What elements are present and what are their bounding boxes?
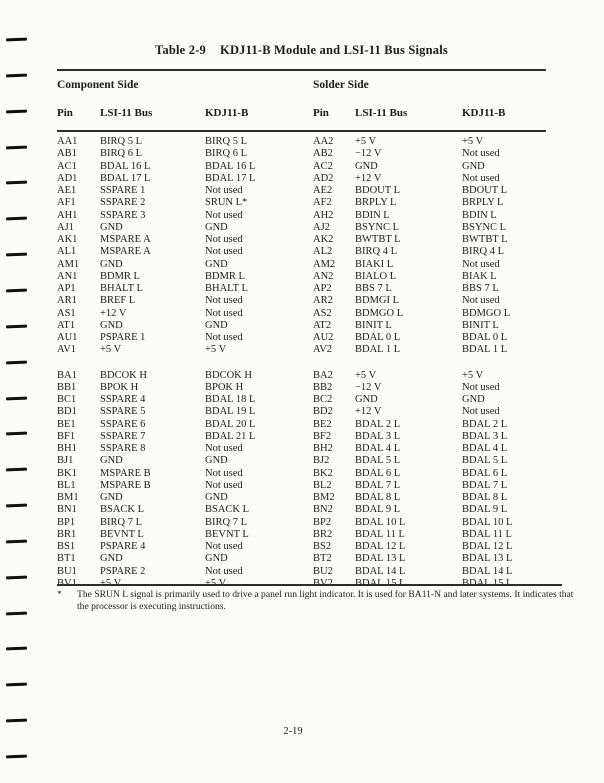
kdj11b-cell: Not used xyxy=(205,234,243,245)
lsi-bus-cell: SSPARE 4 xyxy=(100,394,146,405)
binder-mark xyxy=(6,360,27,364)
binder-mark xyxy=(6,145,27,149)
lsi-bus-cell: PSPARE 1 xyxy=(100,332,146,343)
pin-cell: AN2 xyxy=(313,270,334,282)
pin-cell: BH2 xyxy=(313,443,333,454)
row-group-gap xyxy=(57,357,546,370)
lsi-bus-cell: BDMGO L xyxy=(355,307,404,319)
kdj11b-cell: BDAL 16 L xyxy=(205,160,256,172)
kdj11b-cell: Not used xyxy=(462,406,500,418)
pin-cell: BE1 xyxy=(57,418,76,430)
binder-mark xyxy=(6,38,27,42)
pin-cell: BN2 xyxy=(313,504,333,516)
lsi-bus-cell: BDAL 1 L xyxy=(355,344,401,356)
lsi-bus-cell: BRPLY L xyxy=(355,197,397,209)
binder-mark xyxy=(6,253,27,257)
pin-cell: AP1 xyxy=(57,283,76,294)
pin-cell: BM2 xyxy=(313,492,335,503)
table-row xyxy=(57,468,546,480)
table-caption: KDJ11-B Module and LSI-11 Bus Signals xyxy=(220,43,448,57)
lsi-bus-cell: GND xyxy=(100,319,123,331)
table-row xyxy=(57,480,546,492)
pin-cell: AT1 xyxy=(57,319,76,331)
pin-cell: AS1 xyxy=(57,307,76,319)
kdj11b-cell: BIAK L xyxy=(462,270,497,282)
table-row xyxy=(57,197,546,209)
pin-cell: BH1 xyxy=(57,443,77,454)
table-row xyxy=(57,419,546,431)
kdj11b-cell: BSYNC L xyxy=(462,221,507,233)
pin-cell: AR2 xyxy=(313,295,333,307)
kdj11b-cell: Not used xyxy=(205,295,243,307)
pin-cell: AM2 xyxy=(313,258,336,270)
lsi-bus-cell: BDMR L xyxy=(100,270,140,282)
table-row xyxy=(57,308,546,320)
side-labels-row xyxy=(57,79,546,91)
pin-cell: BA1 xyxy=(57,369,77,381)
table-row xyxy=(57,566,546,578)
kdj11b-cell: BIRQ 4 L xyxy=(462,246,504,258)
lsi-bus-cell: GND xyxy=(100,258,123,270)
table-title xyxy=(57,43,546,58)
table-row xyxy=(57,185,546,197)
kdj11b-cell: Not used xyxy=(205,479,243,491)
kdj11b-cell: BPOK H xyxy=(205,381,244,393)
kdj11b-cell: Not used xyxy=(205,209,243,221)
lsi-bus-cell: BDAL 0 L xyxy=(355,332,401,343)
binder-mark xyxy=(6,468,27,472)
table-row xyxy=(57,394,546,406)
binder-mark xyxy=(6,683,27,687)
table-row xyxy=(57,370,546,382)
kdj11b-cell: BDMGO L xyxy=(462,307,511,319)
lsi-bus-cell: BWTBT L xyxy=(355,234,401,245)
table-row xyxy=(57,406,546,418)
binder-mark xyxy=(6,289,27,293)
kdj11b-cell: BDAL 0 L xyxy=(462,332,508,343)
lsi-bus-cell: +12 V xyxy=(355,406,382,418)
binder-mark xyxy=(6,575,27,579)
lsi-bus-cell: BDAL 7 L xyxy=(355,479,401,491)
kdj11b-cell: GND xyxy=(205,319,228,331)
lsi-bus-cell: BDOUT L xyxy=(355,185,401,196)
lsi-bus-cell: BIRQ 5 L xyxy=(100,136,142,147)
pin-cell: AP2 xyxy=(313,283,332,294)
pin-cell: AN1 xyxy=(57,270,78,282)
pin-cell: BA2 xyxy=(313,369,333,381)
pin-cell: BF2 xyxy=(313,430,332,442)
kdj11b-cell: Not used xyxy=(462,172,500,184)
pin-cell: BF1 xyxy=(57,430,76,442)
pin-cell: BD1 xyxy=(57,406,77,418)
pin-cell: BM1 xyxy=(57,492,79,503)
kdj11b-cell: Not used xyxy=(205,443,243,454)
kdj11b-cell: Not used xyxy=(462,381,500,393)
pin-cell: AL1 xyxy=(57,246,77,258)
pin-cell: AK1 xyxy=(57,234,78,245)
kdj11b-cell: +5 V xyxy=(205,344,227,356)
lsi-bus-cell: SSPARE 5 xyxy=(100,406,146,418)
kdj11b-cell: BDAL 17 L xyxy=(205,172,256,184)
lsi-bus-cell: BDAL 8 L xyxy=(355,492,401,503)
lsi-bus-cell: BINIT L xyxy=(355,319,392,331)
pin-cell: AF2 xyxy=(313,197,332,209)
binder-mark xyxy=(6,504,27,508)
kdj11b-cell: BDAL 18 L xyxy=(205,394,256,405)
pin-cell: AH2 xyxy=(313,209,334,221)
signal-table-body xyxy=(57,136,546,590)
lsi-bus-cell: BREF L xyxy=(100,295,136,307)
table-row xyxy=(57,283,546,295)
kdj11b-cell: BDOUT L xyxy=(462,185,508,196)
pin-cell: BJ1 xyxy=(57,455,74,467)
table-number: Table 2-9 xyxy=(155,43,207,57)
pin-cell: AJ1 xyxy=(57,221,74,233)
kdj11b-cell: BDMR L xyxy=(205,270,245,282)
pin-cell: AV2 xyxy=(313,344,333,356)
kdj11b-cell: BDAL 2 L xyxy=(462,418,508,430)
kdj11b-cell: BSACK L xyxy=(205,504,250,516)
kdj11b-cell: BDAL 14 L xyxy=(462,565,513,577)
binder-mark xyxy=(6,181,27,185)
pin-cell: BS1 xyxy=(57,541,76,552)
kdj11b-cell: BDAL 20 L xyxy=(205,418,256,430)
footnote-rule xyxy=(57,584,562,586)
kdj11b-cell: BDAL 7 L xyxy=(462,479,508,491)
binder-mark xyxy=(6,217,27,221)
table-row xyxy=(57,320,546,332)
table-row xyxy=(57,136,546,148)
table-row xyxy=(57,259,546,271)
pin-cell: BK2 xyxy=(313,467,333,479)
table-row xyxy=(57,431,546,443)
pin-cell: AT2 xyxy=(313,319,332,331)
lsi-bus-cell: BDAL 4 L xyxy=(355,443,401,454)
pin-cell: AA2 xyxy=(313,136,334,147)
pin-cell: BB2 xyxy=(313,381,333,393)
pin-cell: AR1 xyxy=(57,295,77,307)
lsi-bus-cell: BDAL 6 L xyxy=(355,467,401,479)
lsi-bus-cell: BBS 7 L xyxy=(355,283,392,294)
pin-header: Pin xyxy=(57,107,73,119)
table-row xyxy=(57,455,546,467)
lsi-bus-cell: PSPARE 4 xyxy=(100,541,146,552)
kdj11b-cell: GND xyxy=(205,553,228,565)
table-row xyxy=(57,492,546,504)
kdj11b-cell: BRPLY L xyxy=(462,197,504,209)
table-row xyxy=(57,504,546,516)
pin-cell: AF1 xyxy=(57,197,76,209)
lsi-bus-cell: BDAL 13 L xyxy=(355,553,406,565)
pin-cell: AB2 xyxy=(313,148,333,160)
pin-cell: AU1 xyxy=(57,332,78,343)
solder-side-label: Solder Side xyxy=(313,79,369,91)
footnote-text: The SRUN L signal is primarily used to drive a panel run light indicator. It is used for BA11-N and later systems. It indicates that the processor is executing instructions. xyxy=(77,589,574,612)
kdj11b-cell: Not used xyxy=(462,258,500,270)
lsi-bus-cell: BDAL 3 L xyxy=(355,430,401,442)
table-row xyxy=(57,222,546,234)
kdj11b-cell: GND xyxy=(205,221,228,233)
lsi-bus-cell: BDAL 11 L xyxy=(355,528,405,540)
pin-cell: BB1 xyxy=(57,381,77,393)
lsi-bus-cell: BDAL 14 L xyxy=(355,565,406,577)
kdj11b-cell: BDAL 6 L xyxy=(462,467,508,479)
lsi-bus-cell: BIRQ 4 L xyxy=(355,246,397,258)
pin-cell: AL2 xyxy=(313,246,333,258)
pin-cell: BP2 xyxy=(313,516,332,528)
kdj11b-cell: GND xyxy=(462,160,485,172)
kdj11b-cell: Not used xyxy=(205,185,243,196)
binder-mark xyxy=(6,647,27,651)
kdj11b-cell: Not used xyxy=(205,541,243,552)
pin-cell: AV1 xyxy=(57,344,77,356)
lsi-bus-cell: SSPARE 2 xyxy=(100,197,146,209)
lsi-bus-cell: SSPARE 6 xyxy=(100,418,146,430)
header-rule xyxy=(57,130,546,132)
lsi-bus-cell: BIALO L xyxy=(355,270,397,282)
lsi-bus-cell: BDMGI L xyxy=(355,295,400,307)
kdj11b-cell: BDAL 9 L xyxy=(462,504,508,516)
kdj11b-cell: Not used xyxy=(462,148,500,160)
binder-mark xyxy=(6,719,27,723)
binder-mark xyxy=(6,324,27,328)
kdj11b-cell: BDAL 19 L xyxy=(205,406,256,418)
lsi-bus-cell: +5 V xyxy=(355,369,377,381)
pin-cell: BR2 xyxy=(313,528,333,540)
kdj11b-cell: BDAL 8 L xyxy=(462,492,508,503)
kdj11b-cell: BINIT L xyxy=(462,319,499,331)
pin-cell: BD2 xyxy=(313,406,333,418)
lsi-bus-cell: SSPARE 1 xyxy=(100,185,146,196)
lsi-bus-cell: +12 V xyxy=(355,172,382,184)
table-row xyxy=(57,541,546,553)
pin-cell: BS2 xyxy=(313,541,332,552)
kdj11b-cell: BDIN L xyxy=(462,209,497,221)
lsi-bus-cell: BPOK H xyxy=(100,381,139,393)
binder-mark xyxy=(6,611,27,615)
kdj11b-cell: GND xyxy=(205,258,228,270)
kdj11b-header: KDJ11-B xyxy=(205,107,249,119)
lsi-bus-cell: BDAL 5 L xyxy=(355,455,401,467)
kdj11b-cell: Not used xyxy=(205,332,243,343)
pin-cell: AA1 xyxy=(57,136,78,147)
pin-cell: AE1 xyxy=(57,185,77,196)
table-row xyxy=(57,443,546,455)
lsi-bus-cell: MSPARE B xyxy=(100,467,151,479)
lsi-bus-cell: GND xyxy=(100,455,123,467)
lsi-bus-cell: GND xyxy=(100,221,123,233)
kdj11b-cell: BDAL 21 L xyxy=(205,430,256,442)
table-row xyxy=(57,344,546,356)
pin-cell: AC1 xyxy=(57,160,77,172)
lsi-bus-header: LSI-11 Bus xyxy=(100,107,153,119)
table-row xyxy=(57,173,546,185)
kdj11b-cell: BBS 7 L xyxy=(462,283,499,294)
lsi-bus-cell: BHALT L xyxy=(100,283,143,294)
lsi-bus-cell: BDAL 16 L xyxy=(100,160,151,172)
lsi-bus-cell: GND xyxy=(355,394,378,405)
pin-cell: BJ2 xyxy=(313,455,330,467)
kdj11b-cell: BWTBT L xyxy=(462,234,508,245)
kdj11b-cell: BHALT L xyxy=(205,283,248,294)
pin-cell: BC2 xyxy=(313,394,333,405)
kdj11b-cell: BEVNT L xyxy=(205,528,249,540)
kdj11b-cell: BDAL 4 L xyxy=(462,443,508,454)
kdj11b-cell: GND xyxy=(205,492,228,503)
lsi-bus-cell: +5 V xyxy=(100,344,122,356)
pin-cell: AH1 xyxy=(57,209,78,221)
lsi-bus-cell: BSYNC L xyxy=(355,221,400,233)
pin-cell: AS2 xyxy=(313,307,332,319)
pin-cell: BC1 xyxy=(57,394,77,405)
lsi-bus-cell: BEVNT L xyxy=(100,528,144,540)
table-row xyxy=(57,529,546,541)
lsi-bus-cell: MSPARE B xyxy=(100,479,151,491)
binder-mark xyxy=(6,109,27,113)
lsi-bus-cell: MSPARE A xyxy=(100,246,151,258)
kdj11b-cell: BDAL 11 L xyxy=(462,528,512,540)
pin-cell: AD2 xyxy=(313,172,334,184)
table-row xyxy=(57,382,546,394)
kdj11b-cell: +5 V xyxy=(462,136,484,147)
kdj11b-cell: BIRQ 6 L xyxy=(205,148,247,160)
pin-cell: BU2 xyxy=(313,565,333,577)
table-row xyxy=(57,332,546,344)
binder-mark xyxy=(6,755,27,759)
lsi-bus-cell: BDAL 17 L xyxy=(100,172,151,184)
lsi-bus-cell: BDAL 9 L xyxy=(355,504,401,516)
page-number: 2-19 xyxy=(283,726,303,737)
kdj11b-cell: Not used xyxy=(205,246,243,258)
kdj11b-cell: BDCOK H xyxy=(205,369,252,381)
binder-mark xyxy=(6,396,27,400)
kdj11b-cell: GND xyxy=(462,394,485,405)
kdj11b-cell: BDAL 5 L xyxy=(462,455,508,467)
binder-mark xyxy=(6,432,27,436)
pin-cell: AC2 xyxy=(313,160,333,172)
pin-cell: BL1 xyxy=(57,479,76,491)
footnote xyxy=(57,589,584,612)
lsi-bus-cell: BDIN L xyxy=(355,209,390,221)
kdj11b-cell: Not used xyxy=(205,467,243,479)
kdj11b-cell: BIRQ 7 L xyxy=(205,516,247,528)
lsi-bus-cell: SSPARE 3 xyxy=(100,209,146,221)
kdj11b-cell: BDAL 3 L xyxy=(462,430,508,442)
pin-cell: AJ2 xyxy=(313,221,330,233)
lsi-bus-cell: SSPARE 7 xyxy=(100,430,146,442)
lsi-bus-cell: BIAKI L xyxy=(355,258,394,270)
kdj11b-cell: BDAL 13 L xyxy=(462,553,513,565)
pin-cell: AB1 xyxy=(57,148,77,160)
lsi-bus-cell: BSACK L xyxy=(100,504,145,516)
lsi-bus-cell: BIRQ 6 L xyxy=(100,148,142,160)
lsi-bus-cell: −12 V xyxy=(355,381,382,393)
lsi-bus-header: LSI-11 Bus xyxy=(355,107,408,119)
table-row xyxy=(57,234,546,246)
table-row xyxy=(57,295,546,307)
pin-cell: BR1 xyxy=(57,528,77,540)
kdj11b-cell: Not used xyxy=(462,295,500,307)
kdj11b-cell: Not used xyxy=(205,565,243,577)
pin-cell: BL2 xyxy=(313,479,332,491)
lsi-bus-cell: BIRQ 7 L xyxy=(100,516,142,528)
kdj11b-cell: +5 V xyxy=(462,369,484,381)
footnote-asterisk: * xyxy=(57,589,62,600)
lsi-bus-cell: BDCOK H xyxy=(100,369,147,381)
kdj11b-cell: BDAL 1 L xyxy=(462,344,508,356)
table-row xyxy=(57,161,546,173)
pin-cell: AM1 xyxy=(57,258,80,270)
pin-cell: BK1 xyxy=(57,467,77,479)
binder-mark xyxy=(6,540,27,544)
lsi-bus-cell: +5 V xyxy=(355,136,377,147)
kdj11b-cell: BDAL 12 L xyxy=(462,541,513,552)
kdj11b-cell: BIRQ 5 L xyxy=(205,136,247,147)
kdj11b-cell: SRUN L* xyxy=(205,197,248,209)
pin-cell: BT1 xyxy=(57,553,76,565)
component-side-label: Component Side xyxy=(57,79,139,91)
table-row xyxy=(57,517,546,529)
lsi-bus-cell: PSPARE 2 xyxy=(100,565,146,577)
table-row xyxy=(57,271,546,283)
lsi-bus-cell: GND xyxy=(100,492,123,503)
pin-cell: BE2 xyxy=(313,418,332,430)
lsi-bus-cell: BDAL 2 L xyxy=(355,418,401,430)
pin-cell: BT2 xyxy=(313,553,332,565)
pin-cell: AE2 xyxy=(313,185,333,196)
lsi-bus-cell: −12 V xyxy=(355,148,382,160)
lsi-bus-cell: GND xyxy=(100,553,123,565)
kdj11b-cell: GND xyxy=(205,455,228,467)
column-headers-row xyxy=(57,107,546,119)
table-row xyxy=(57,210,546,222)
pin-header: Pin xyxy=(313,107,329,119)
lsi-bus-cell: +12 V xyxy=(100,307,127,319)
kdj11b-cell: BDAL 10 L xyxy=(462,516,513,528)
pin-cell: AK2 xyxy=(313,234,334,245)
pin-cell: AD1 xyxy=(57,172,78,184)
lsi-bus-cell: MSPARE A xyxy=(100,234,151,245)
lsi-bus-cell: BDAL 10 L xyxy=(355,516,406,528)
pin-cell: AU2 xyxy=(313,332,334,343)
table-row xyxy=(57,553,546,565)
table-row xyxy=(57,246,546,258)
pin-cell: BP1 xyxy=(57,516,76,528)
lsi-bus-cell: SSPARE 8 xyxy=(100,443,146,454)
kdj11b-cell: Not used xyxy=(205,307,243,319)
binder-mark xyxy=(6,73,27,77)
table-row xyxy=(57,148,546,160)
lsi-bus-cell: BDAL 12 L xyxy=(355,541,406,552)
kdj11b-header: KDJ11-B xyxy=(462,107,506,119)
lsi-bus-cell: GND xyxy=(355,160,378,172)
top-rule xyxy=(57,69,546,71)
pin-cell: BN1 xyxy=(57,504,77,516)
pin-cell: BU1 xyxy=(57,565,77,577)
